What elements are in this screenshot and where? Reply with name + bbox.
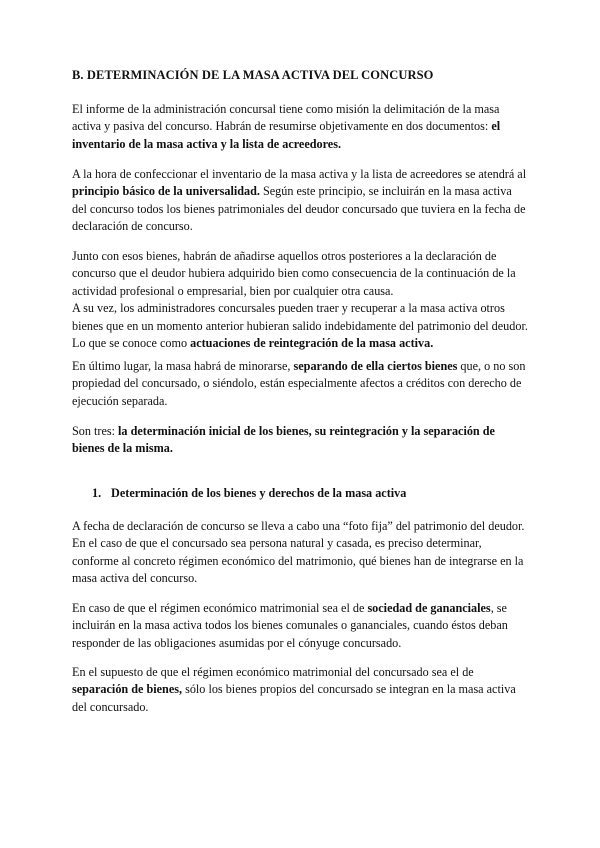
- paragraph-text: Según este principio, se incluirán en la masa activa del concurso todos los bienes patrimoniales del deudor concursado que tuviera en la fecha de declaración de concurso.: [72, 184, 526, 234]
- paragraph-text: En último lugar, la masa habrá de minorarse,: [72, 359, 294, 373]
- paragraph-text: A su vez, los administradores concursales pueden traer y recuperar a la masa activa otros bienes que en un momento anterior hubieran salido indebidamente del patrimonio del deudor. Lo que se conoce como: [72, 301, 528, 351]
- bold-text: principio básico de la universalidad.: [72, 184, 260, 199]
- paragraph-separate-property: [72, 664, 528, 716]
- subsection-heading: [92, 486, 406, 501]
- paragraph-text: , se incluirán en la masa activa todos los bienes comunales o gananciales, cuando éstos deban responder de las obligaciones asumidas por el cónyuge concursado.: [72, 601, 508, 650]
- paragraph-universality: [72, 166, 528, 236]
- paragraph-text: A fecha de declaración de concurso se lleva a cabo una “foto fija” del patrimonio del deudor. En el caso de que el concursado sea persona natural y casada, es preciso determinar, conforme al concreto régimen económico del matrimonio, qué bienes han de integrarse en la masa activa del concurso.: [72, 519, 525, 586]
- section-heading: B. DETERMINACIÓN DE LA MASA ACTIVA DEL CONCURSO: [72, 68, 434, 82]
- paragraph-text: A la hora de confeccionar el inventario de la masa activa y la lista de acreedores se atendrá al: [72, 167, 527, 181]
- bold-text: separación de bienes,: [72, 682, 183, 697]
- bold-text: el inventario de la masa activa y la lista de acreedores.: [72, 119, 501, 151]
- paragraph-intro: [72, 101, 528, 153]
- paragraph-text: El informe de la administración concursal tiene como misión la delimitación de la masa activa y pasiva del concurso. Habrán de resumirse objetivamente en dos documentos:: [72, 102, 500, 134]
- subsection-title: Determinación de los bienes y derechos de la masa activa: [111, 486, 407, 500]
- paragraph-separation: [72, 358, 528, 410]
- subsection-number: 1.: [92, 486, 102, 500]
- bold-text: separando de ella ciertos bienes: [293, 359, 458, 373]
- bold-text: sociedad de gananciales: [367, 601, 491, 615]
- paragraph-text: Junto con esos bienes, habrán de añadirse aquellos otros posteriores a la declaración de concurso que el deudor hubiera adquirido bien como consecuencia de la continuación de la actividad profesional o empresarial, bien por cualquier otra causa.: [72, 249, 516, 298]
- paragraph-community-property: [72, 600, 528, 652]
- paragraph-text: sólo los bienes propios del concursado se integran en la masa activa del concursado.: [72, 682, 516, 714]
- paragraph-text: En caso de que el régimen económico matrimonial sea el de: [72, 601, 368, 615]
- paragraph-snapshot: [72, 518, 528, 588]
- paragraph-text: que, o no son propiedad del concursado, o siéndolo, están especialmente afectos a créditos con derecho de ejecución separada.: [72, 359, 526, 408]
- paragraph-text: Son tres:: [72, 424, 119, 438]
- bold-text: la determinación inicial de los bienes, su reintegración y la separación de bienes de la misma.: [72, 424, 495, 456]
- paragraph-text: En el supuesto de que el régimen económico matrimonial del concursado sea el de: [72, 665, 474, 679]
- paragraph-additional-assets: [72, 248, 528, 352]
- bold-text: actuaciones de reintegración de la masa activa.: [190, 336, 434, 351]
- paragraph-summary: [72, 423, 502, 458]
